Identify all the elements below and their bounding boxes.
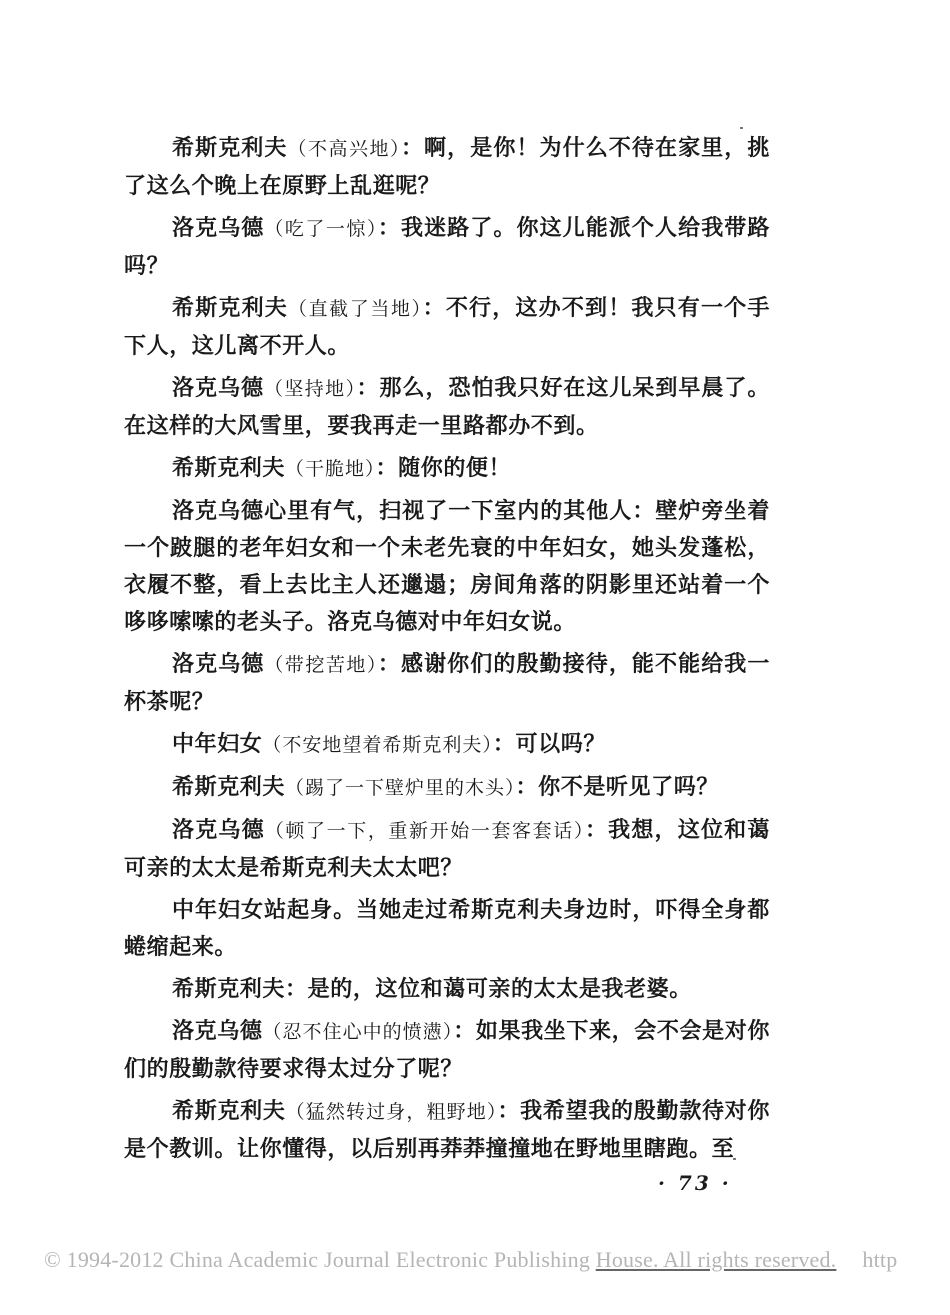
dialogue: ：可以吗？	[492, 731, 606, 757]
speaker: 希斯克利夫	[172, 774, 286, 800]
paragraph	[0, 210, 770, 285]
paragraph	[0, 493, 770, 641]
stage-direction: （踢了一下壁炉里的木头）	[285, 777, 516, 799]
dialogue: ：我迷路了。你这儿能派个人给我带路吗？	[124, 215, 770, 279]
url-fragment: http	[862, 1247, 898, 1272]
paragraph	[0, 971, 770, 1008]
stage-direction: （不安地望着希斯克利夫）	[262, 734, 493, 756]
page-number: · 73 ·	[658, 1171, 732, 1195]
speaker: 希斯克利夫	[172, 1098, 286, 1124]
stage-direction: （吃了一惊）	[264, 218, 378, 240]
paragraph	[0, 892, 770, 966]
speaker: 中年妇女	[172, 731, 263, 757]
dialogue: ：是的，这位和蔼可亲的太太是我老婆。	[285, 976, 692, 1002]
copyright-text: © 1994-2012 China Academic Journal Electronic Publishing	[44, 1247, 591, 1272]
stage-direction: （直截了当地）	[287, 298, 423, 320]
paragraph	[0, 812, 770, 887]
paragraph	[0, 450, 770, 488]
dialogue: ：如果我坐下来，会不会是对你们的殷勤款待要求得太过分了呢？	[124, 1018, 770, 1082]
dialogue: ：随你的便！	[375, 455, 512, 481]
paragraph	[0, 1093, 770, 1168]
speaker: 洛克乌德	[172, 817, 265, 843]
stage-direction: （干脆地）	[285, 458, 376, 480]
copyright-footer	[44, 1247, 897, 1273]
speaker: 洛克乌德	[172, 215, 265, 241]
speaker: 洛克乌德	[172, 651, 265, 677]
speaker: 希斯克利夫	[172, 976, 286, 1002]
speaker: 洛克乌德	[172, 1018, 263, 1044]
stage-direction: （顿了一下，重新开始一套客套话）	[264, 820, 585, 842]
dialogue: ：那么，恐怕我只好在这儿呆到早晨了。在这样的大风雪里，要我再走一里路都办不到。	[124, 375, 770, 439]
stage-direction: （不高兴地）	[287, 138, 401, 160]
dialogue: ：啊，是你！为什么不待在家里，挑了这么个晚上在原野上乱逛呢？	[124, 135, 770, 199]
narration: 洛克乌德心里有气，扫视了一下室内的其他人：壁炉旁坐着一个跛腿的老年妇女和一个未老先衰的中年妇女，她头发蓬松，衣履不整，看上去比主人还邋遢；房间角落的阴影里还站着一个哆哆嗦嗦的老头子。洛克乌德对中年妇女说。	[124, 498, 770, 635]
paragraph	[0, 646, 770, 721]
speaker: 希斯克利夫	[172, 135, 288, 161]
paragraph	[0, 290, 770, 365]
rights-text: House. All rights reserved.	[595, 1247, 837, 1272]
stage-direction: （忍不住心中的愤懑）	[262, 1021, 454, 1043]
paragraph	[0, 370, 770, 445]
narration: 中年妇女站起身。当她走过希斯克利夫身边时，吓得全身都蜷缩起来。	[124, 897, 770, 960]
speaker: 希斯克利夫	[172, 295, 288, 321]
paragraph	[0, 1013, 770, 1088]
dialogue: ：我想，这位和蔼可亲的太太是希斯克利夫太太吧？	[124, 817, 770, 881]
dialogue: ：你不是听见了吗？	[515, 774, 719, 800]
paragraph	[0, 726, 770, 764]
paragraph	[0, 130, 770, 205]
dialogue: ：感谢你们的殷勤接待，能不能给我一杯茶呢？	[124, 651, 770, 715]
stage-direction: （猛然转过身，粗野地）	[285, 1101, 498, 1123]
dialogue: ：不行，这办不到！我只有一个手下人，这儿离不开人。	[124, 295, 770, 359]
scan-mark-top	[740, 127, 743, 129]
speaker: 洛克乌德	[172, 375, 264, 401]
paragraph	[0, 769, 770, 807]
speaker: 希斯克利夫	[172, 455, 286, 481]
stage-direction: （坚持地）	[263, 378, 357, 400]
stage-direction: （带挖苦地）	[264, 654, 378, 676]
dialogue: ：我希望我的殷勤款待对你是个教训。让你懂得，以后别再莽莽撞撞地在野地里瞎跑。至	[124, 1098, 770, 1162]
page-body	[0, 130, 950, 1173]
